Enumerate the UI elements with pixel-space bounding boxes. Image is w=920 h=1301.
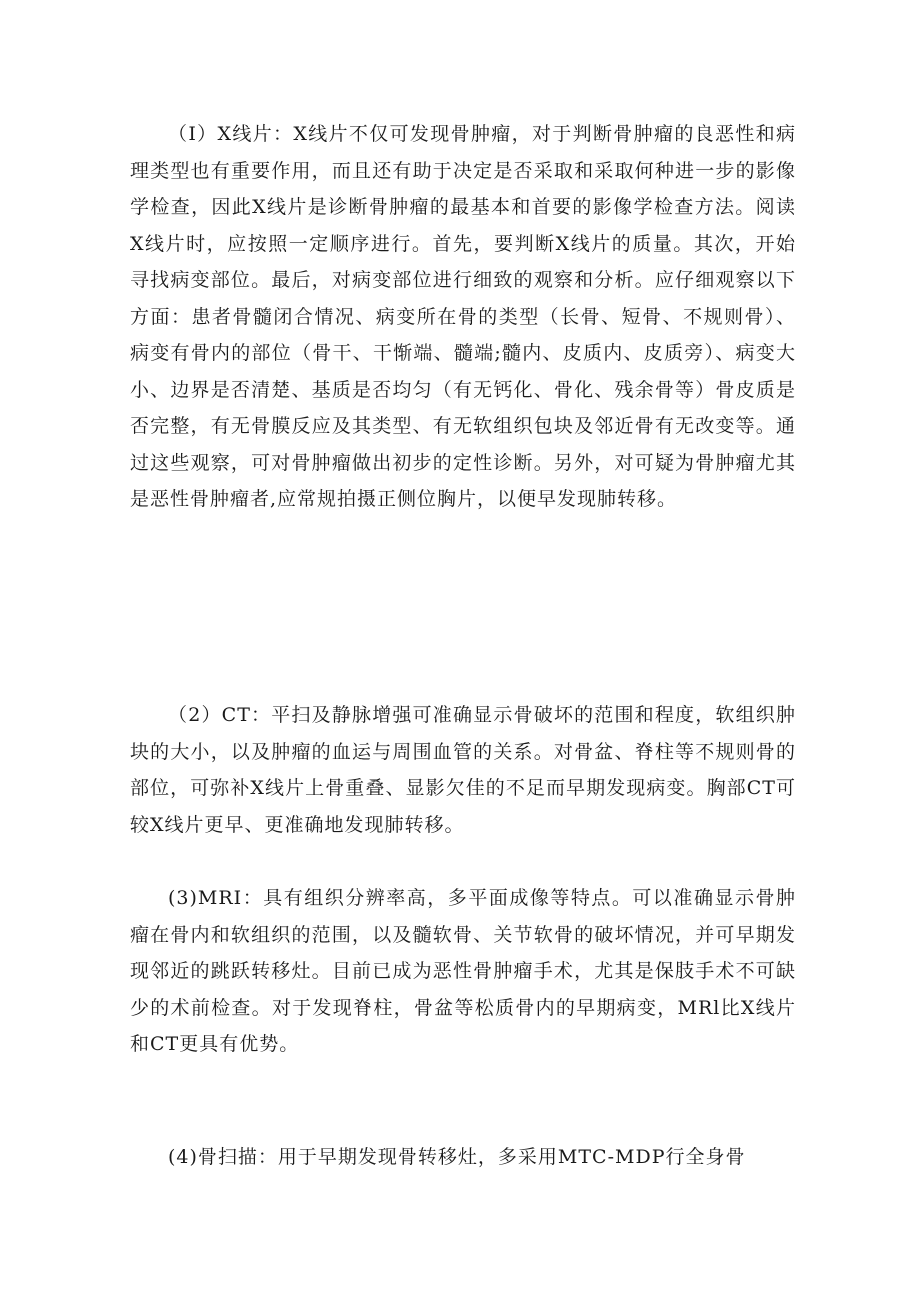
- paragraph-ct: （2）CT：平扫及静脉增强可准确显示骨破坏的范围和程度，软组织肿块的大小，以及肿瘤的血运与周围血管的关系。对骨盆、脊柱等不规则骨的部位，可弥补X线片上骨重叠、显影欠佳的不足而早期发现病变。胸部CT可较X线片更早、更准确地发现肺转移。: [130, 704, 796, 836]
- paragraph-mri: (3)MRI：具有组织分辨率高，多平面成像等特点。可以准确显示骨肿瘤在骨内和软组织的范围，以及髓软骨、关节软骨的破坏情况，并可早期发现邻近的跳跃转移灶。目前已成为恶性骨肿瘤手术，尤其是保肢手术不可缺少的术前检查。对于发现脊柱，骨盆等松质骨内的早期病变，MRl比X线片和CT更具有优势。: [130, 887, 796, 1055]
- paragraph-xray: （I）X线片：X线片不仅可发现骨肿瘤，对于判断骨肿瘤的良恶性和病理类型也有重要作用，而且还有助于决定是否采取和采取何种进一步的影像学检查，因此X线片是诊断骨肿瘤的最基本和首要的影像学检查方法。阅读X线片时，应按照一定顺序进行。首先，要判断X线片的质量。其次，开始寻找病变部位。最后，对病变部位进行细致的观察和分析。应仔细观察以下方面：患者骨髓闭合情况、病变所在骨的类型（长骨、短骨、不规则骨）、病变有骨内的部位（骨干、干惭端、髓端;髓内、皮质内、皮质旁）、病变大小、边界是否清楚、基质是否均匀（有无钙化、骨化、残余骨等）骨皮质是否完整，有无骨膜反应及其类型、有无软组织包块及邻近骨有无改变等。通过这些观察，可对骨肿瘤做出初步的定性诊断。另外，对可疑为骨肿瘤尤其是恶性骨肿瘤者,应常规拍摄正侧位胸片，以便早发现肺转移。: [130, 123, 796, 510]
- paragraph-bone-scan: (4)骨扫描：用于早期发现骨转移灶，多采用MTC-MDP行全身骨: [168, 1146, 746, 1168]
